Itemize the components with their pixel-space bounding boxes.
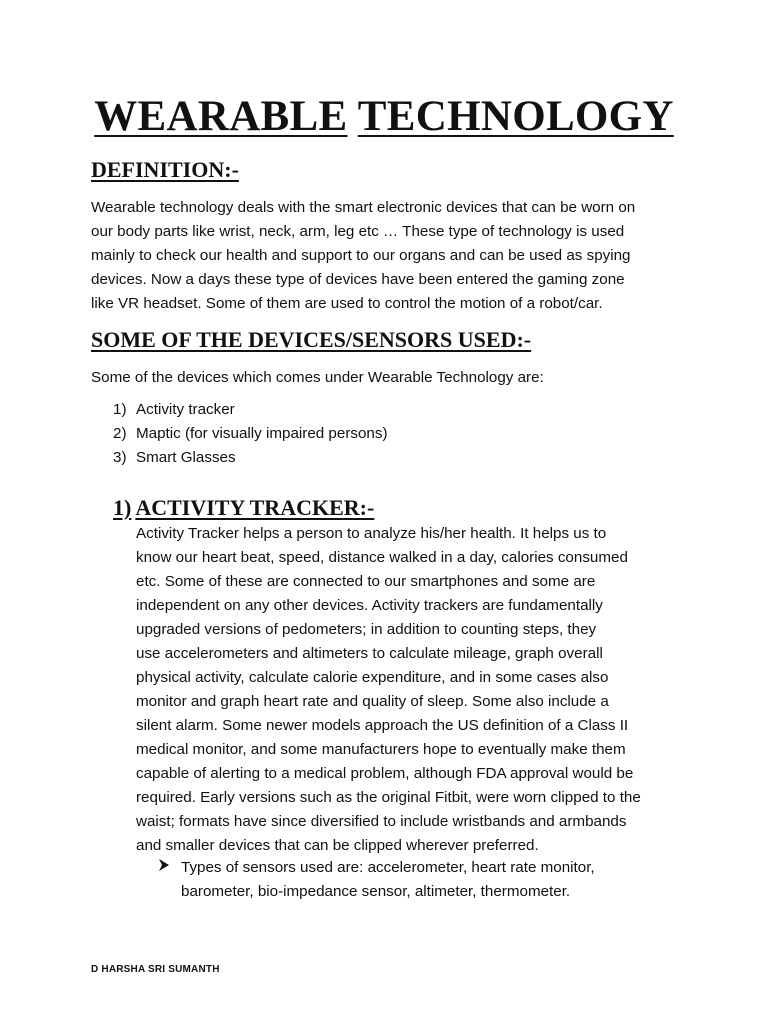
list-item-number: 3) [113, 449, 127, 466]
author-footer: D HARSHA SRI SUMANTH [91, 964, 220, 975]
section-number: 1) [113, 495, 132, 520]
activity-tracker-paragraph [136, 522, 696, 858]
paragraph-line: waist; formats have since diversified to include wristbands and armbands [136, 813, 627, 830]
paragraph-line: silent alarm. Some newer models approach the US definition of a Class II [136, 717, 629, 734]
list-item [113, 446, 388, 470]
bullet-text [181, 856, 595, 904]
paragraph-line: Activity Tracker helps a person to analyze his/her health. It helps us to [136, 525, 607, 542]
paragraph-line: independent on any other devices. Activity trackers are fundamentally [136, 597, 603, 614]
definition-line: mainly to check our health and support to our organs and can be used as spying [91, 247, 631, 264]
paragraph-line: medical monitor, and some manufacturers hope to eventually make them [136, 741, 626, 758]
list-item-label: Activity tracker [136, 401, 235, 418]
section-title: ACTIVITY TRACKER:- [135, 495, 375, 520]
paragraph-line: upgraded versions of pedometers; in addition to counting steps, they [136, 621, 597, 638]
definition-line: like VR headset. Some of them are used to control the motion of a robot/car. [91, 295, 603, 312]
arrow-bullet-icon [158, 856, 181, 904]
paragraph-line: capable of alerting to a medical problem, although FDA approval would be [136, 765, 634, 782]
paragraph-line: etc. Some of these are connected to our smartphones and some are [136, 573, 596, 590]
document-title [0, 92, 768, 141]
definition-line: Wearable technology deals with the smart electronic devices that can be worn on [91, 199, 636, 216]
list-item-label: Maptic (for visually impaired persons) [136, 425, 388, 442]
paragraph-line: use accelerometers and altimeters to calculate mileage, graph overall [136, 645, 603, 662]
bullet-line: barometer, bio-impedance sensor, altimeter, thermometer. [181, 883, 571, 900]
paragraph-line: monitor and graph heart rate and quality of sleep. Some also include a [136, 693, 609, 710]
list-item [113, 398, 388, 422]
list-item-number: 2) [113, 425, 127, 442]
title-word-2: TECHNOLOGY [357, 93, 674, 140]
definition-line: our body parts like wrist, neck, arm, leg etc … These type of technology is used [91, 223, 625, 240]
list-item-number: 1) [113, 401, 127, 418]
devices-list [113, 398, 388, 470]
definition-paragraph [91, 196, 691, 316]
activity-tracker-heading [113, 495, 374, 521]
paragraph-line: required. Early versions such as the original Fitbit, were worn clipped to the [136, 789, 641, 806]
paragraph-line: and smaller devices that can be clipped wherever preferred. [136, 837, 539, 854]
devices-intro: Some of the devices which comes under Wearable Technology are: [91, 369, 544, 386]
devices-heading: SOME OF THE DEVICES/SENSORS USED:- [91, 327, 532, 352]
definition-heading: DEFINITION:- [91, 157, 239, 182]
list-item [113, 422, 388, 446]
paragraph-line: physical activity, calculate calorie expenditure, and in some cases also [136, 669, 609, 686]
list-item-label: Smart Glasses [136, 449, 236, 466]
sensor-types-bullet [158, 856, 658, 904]
title-word-1: WEARABLE [94, 93, 348, 140]
definition-line: devices. Now a days these type of devices have been entered the gaming zone [91, 271, 625, 288]
bullet-line: Types of sensors used are: accelerometer, heart rate monitor, [181, 859, 595, 876]
paragraph-line: know our heart beat, speed, distance walked in a day, calories consumed [136, 549, 628, 566]
